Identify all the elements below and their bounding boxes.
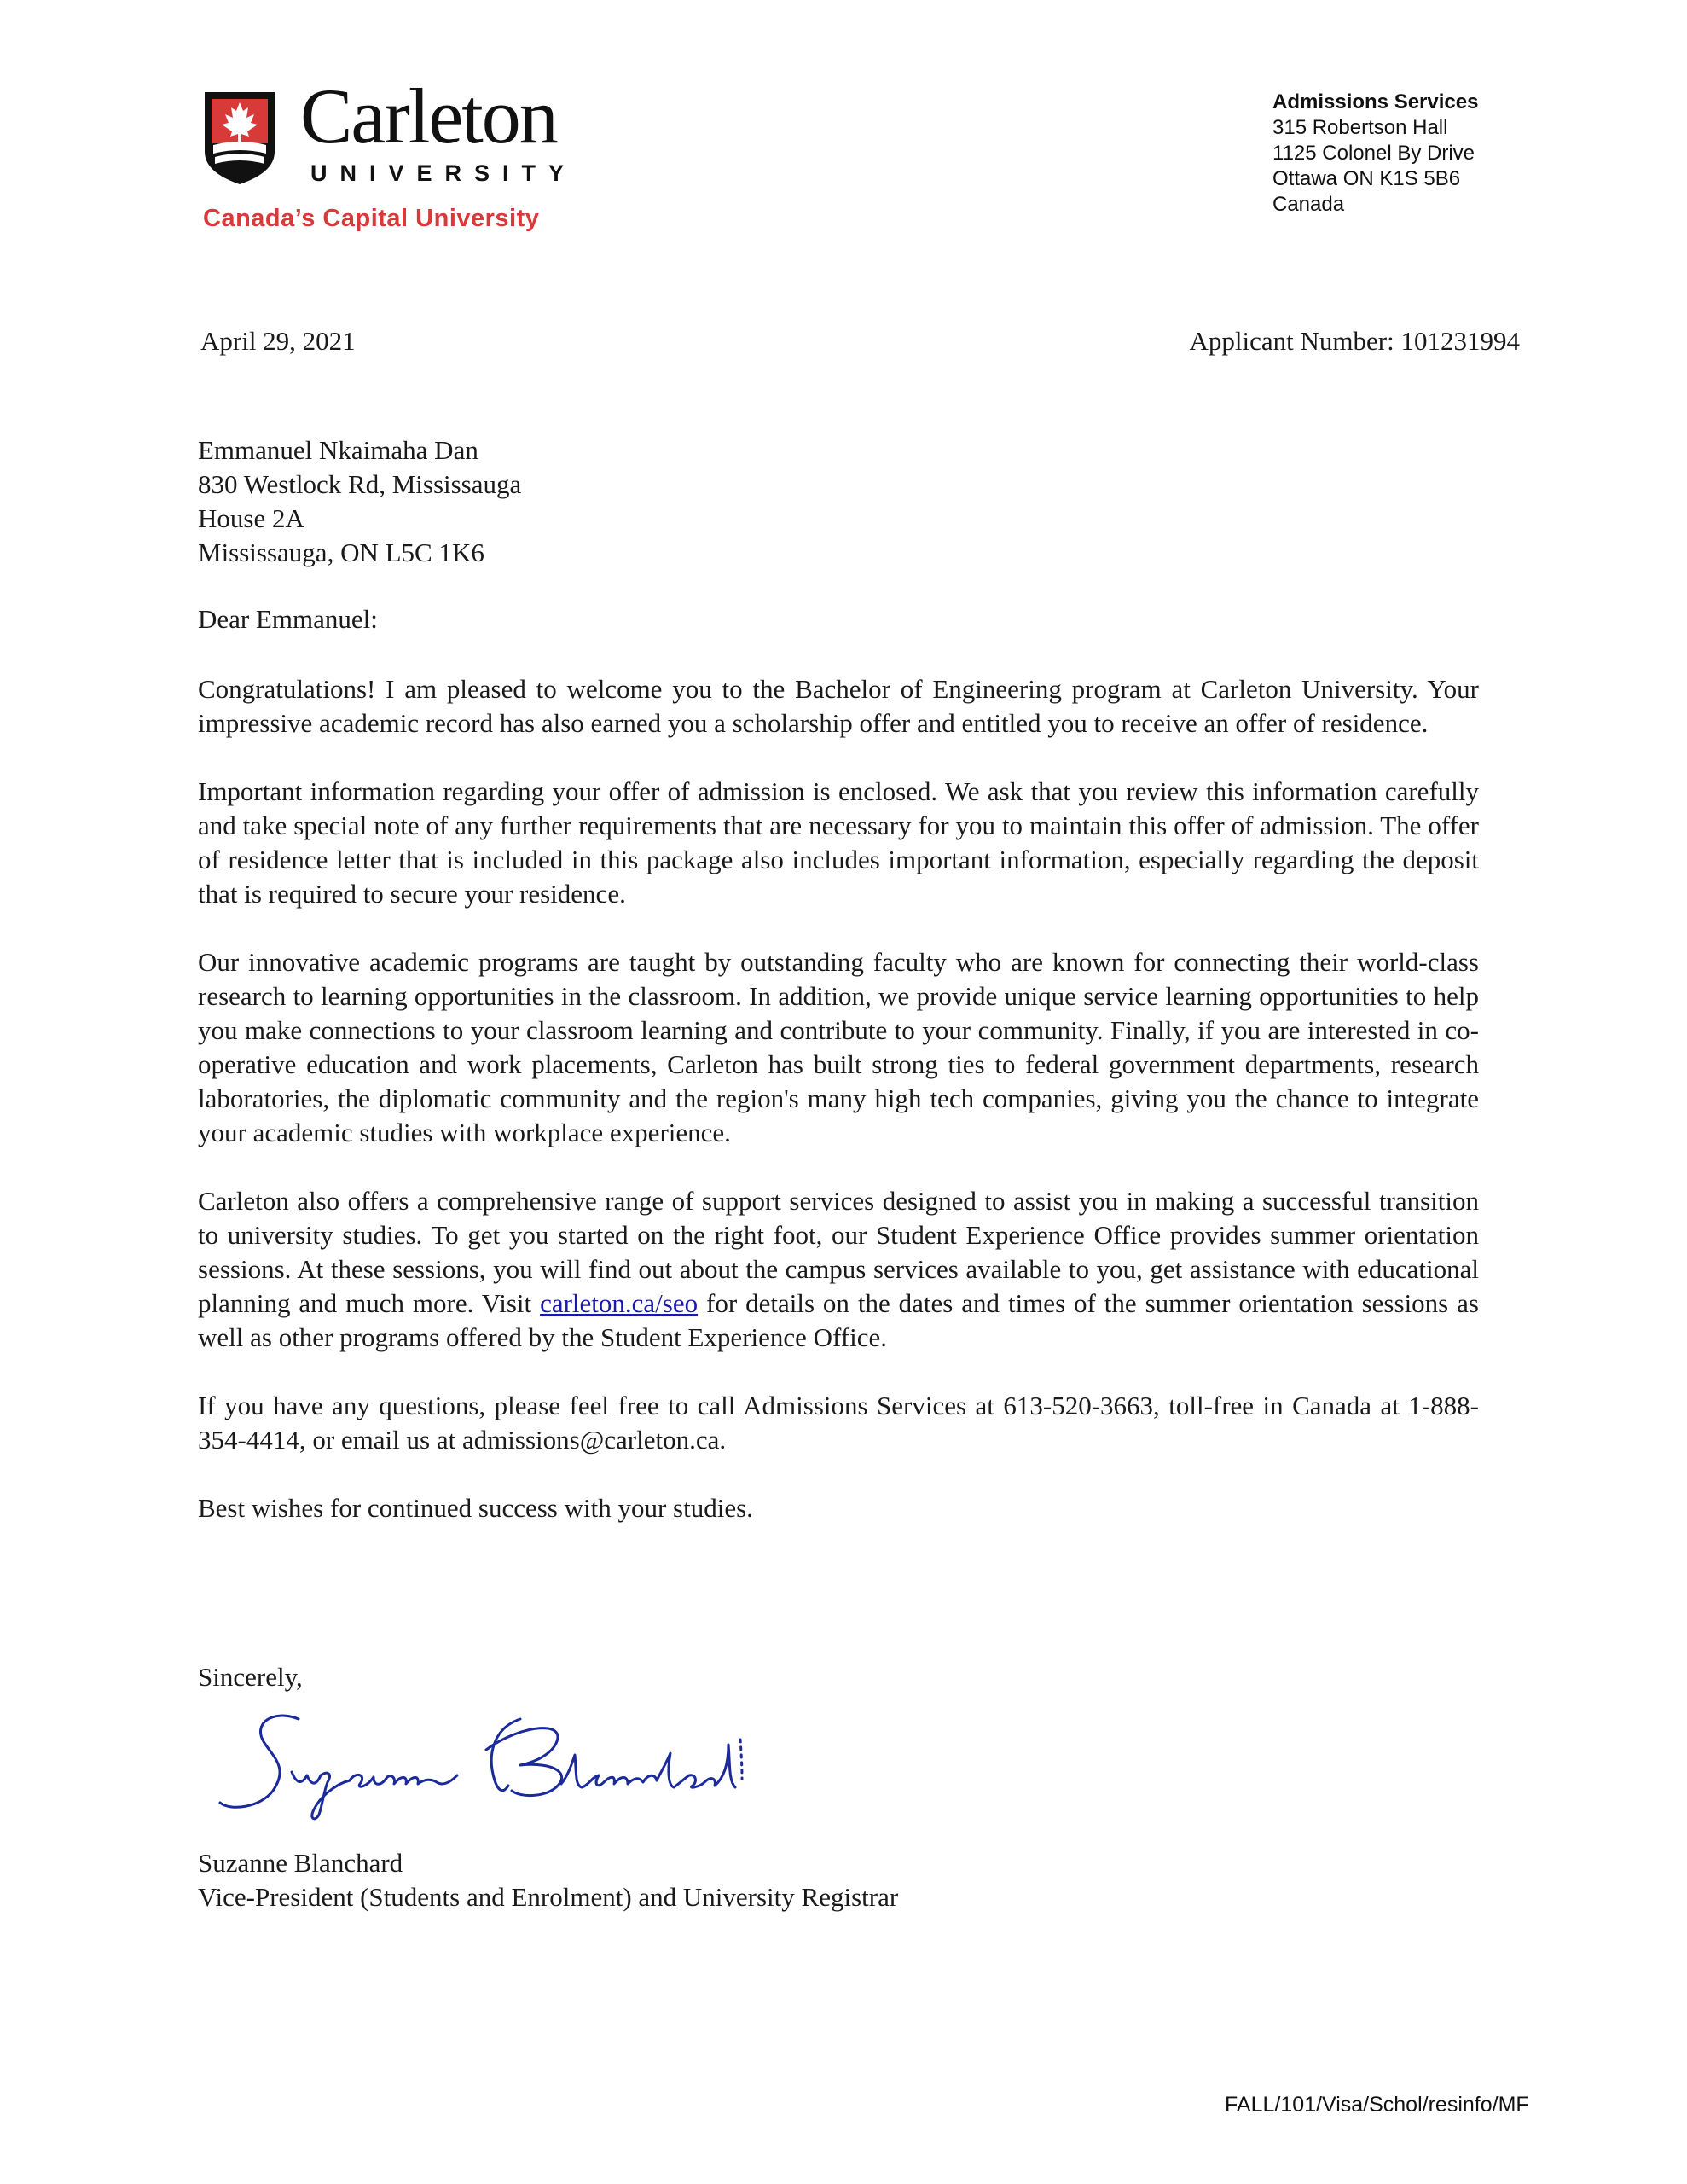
recipient-line: Mississauga, ON L5C 1K6 (198, 537, 484, 567)
logo-wordmark: Carleton (300, 73, 557, 160)
signer-block (198, 1846, 898, 1914)
paragraph-support-text: Carleton also offers a comprehensive range of support services designed to assist you in making a successful transition to university studies. To get you started on the right foot, our Student Experience Office provides summer orientation sessions. At these sessions, you will find out about the campus services available to you, get assistance with educational planning and much more. Visit (198, 1186, 1479, 1318)
carleton-logo (203, 73, 595, 239)
sender-address-line: 315 Robertson Hall (1272, 116, 1448, 139)
recipient-line: House 2A (198, 503, 304, 533)
recipient-address (198, 433, 521, 570)
paragraph-support-services (198, 1184, 1479, 1355)
letter-body (198, 672, 1479, 1560)
seo-link[interactable]: carleton.ca/seo (540, 1288, 699, 1318)
paragraph-welcome: Congratulations! I am pleased to welcome you to the Bachelor of Engineering program at Carleton University. Your impressive academic record has also earned you a scholarship offer and entitled you to receive an offer of residence. (198, 674, 1479, 738)
closing: Sincerely, (198, 1662, 303, 1692)
letter-date: April 29, 2021 (200, 326, 356, 356)
logo-tagline: Canada’s Capital University (203, 205, 540, 232)
signature-image (213, 1702, 759, 1830)
logo-university: UNIVERSITY (310, 160, 577, 186)
reference-code: FALL/101/Visa/Schol/resinfo/MF (1225, 2093, 1529, 2117)
paragraph-best-wishes: Best wishes for continued success with your studies. (198, 1493, 753, 1523)
sender-address-line: Ottawa ON K1S 5B6 (1272, 167, 1461, 190)
recipient-line: 830 Westlock Rd, Mississauga (198, 469, 522, 499)
paragraph-contact: If you have any questions, please feel free to call Admissions Services at 613-520-3663, toll-free in Canada at 1-888-354-4414, or email us at admissions@carleton.ca. (198, 1391, 1479, 1455)
signer-name: Suzanne Blanchard (198, 1848, 403, 1878)
applicant-number: Applicant Number: 101231994 (1189, 326, 1520, 356)
paragraph-admission-info: Important information regarding your offer of admission is enclosed. We ask that you review this information carefully and take special note of any further requirements that are necessary for you to maintain this offer of admission. The offer of residence letter that is included in this package also includes important information, especially regarding the deposit that is required to secure your residence. (198, 776, 1479, 909)
recipient-line: Emmanuel Nkaimaha Dan (198, 435, 478, 465)
sender-department: Admissions Services (1272, 90, 1479, 113)
paragraph-programs: Our innovative academic programs are taught by outstanding faculty who are known for connecting their world-class research to learning opportunities in the classroom. In addition, we provide unique service learning opportunities to help you make connections to your classroom learning and contribute to your community. Finally, if you are interested in co-operative education and work placements, Carleton has built strong ties to federal government departments, research laboratories, the diplomatic community and the region's many high tech companies, giving you the chance to integrate your academic studies with workplace experience. (198, 947, 1479, 1147)
maple-leaf-shield-icon (203, 90, 276, 186)
sender-address-line: 1125 Colonel By Drive (1272, 142, 1475, 165)
paragraph-support-text-end: for details on the dates and times of the summer orientation sessions as well as other programs offered by the Student Experience Office. (198, 1288, 1479, 1352)
salutation: Dear Emmanuel: (198, 604, 378, 634)
sender-address-line: Canada (1272, 193, 1345, 216)
signer-title: Vice-President (Students and Enrolment) and University Registrar (198, 1882, 899, 1912)
sender-address (1272, 90, 1478, 218)
